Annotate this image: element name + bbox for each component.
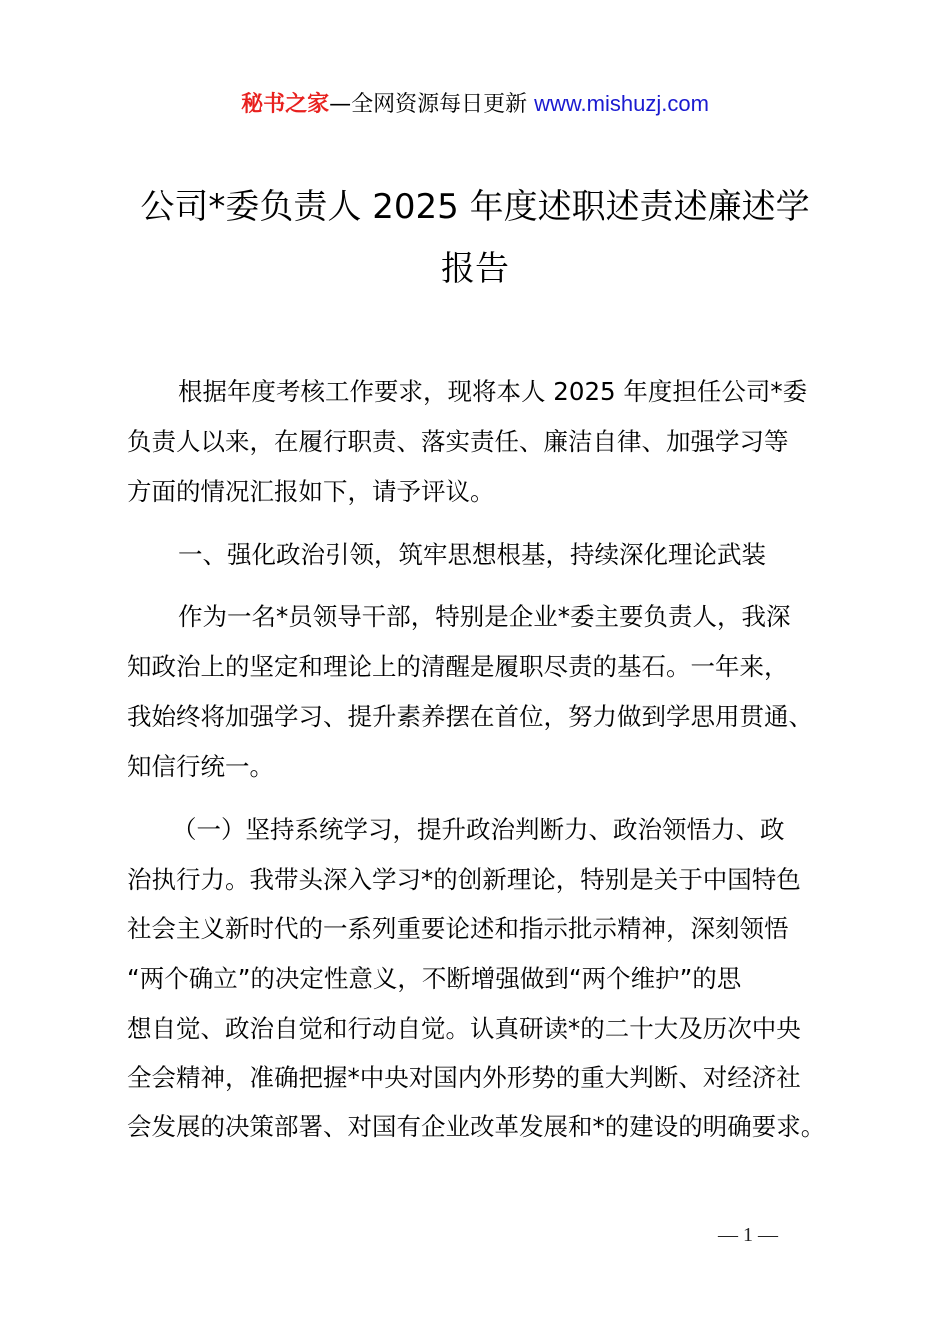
text-line: 想自觉、政治自觉和行动自觉。认真研读*的二十大及历次中央 <box>127 1014 801 1043</box>
site-banner <box>0 88 950 121</box>
section-heading: 一、强化政治引领，筑牢思想根基，持续深化理论武装 <box>178 540 766 569</box>
title-line: 报告 <box>441 249 509 289</box>
text-line: 知政治上的坚定和理论上的清醒是履职尽责的基石。一年来， <box>127 652 789 681</box>
text-line: 治执行力。我带头深入学习*的创新理论，特别是关于中国特色 <box>127 865 801 894</box>
brand-name: 秘书之家 <box>241 92 330 117</box>
text-line: 作为一名*员领导干部，特别是企业*委主要负责人，我深 <box>178 602 791 631</box>
site-url-link[interactable]: www.mishuzj.com <box>534 91 709 116</box>
document-title <box>0 176 950 300</box>
text-line: （一）坚持系统学习，提升政治判断力、政治领悟力、政 <box>172 815 785 844</box>
text-line: 负责人以来，在履行职责、落实责任、廉洁自律、加强学习等 <box>127 427 789 456</box>
text-line: 会发展的决策部署、对国有企业改革发展和*的建设的明确要求。 <box>127 1112 826 1141</box>
text-line: 根据年度考核工作要求，现将本人 2025 年度担任公司*委 <box>178 377 808 406</box>
text-line: “两个确立”的决定性意义，不断增强做到“两个维护”的思 <box>127 964 742 993</box>
text-line: 社会主义新时代的一系列重要论述和指示批示精神，深刻领悟 <box>127 914 789 943</box>
banner-tagline: —全网资源每日更新 <box>329 92 528 117</box>
text-line: 方面的情况汇报如下，请予评议。 <box>127 477 495 506</box>
text-line: 知信行统一。 <box>127 752 274 781</box>
title-line: 公司*委负责人 2025 年度述职述责述廉述学 <box>140 187 810 227</box>
page-number: — 1 — <box>718 1224 778 1246</box>
text-line: 全会精神，准确把握*中央对国内外形势的重大判断、对经济社 <box>127 1063 801 1092</box>
text-line: 我始终将加强学习、提升素养摆在首位，努力做到学思用贯通、 <box>127 702 813 731</box>
